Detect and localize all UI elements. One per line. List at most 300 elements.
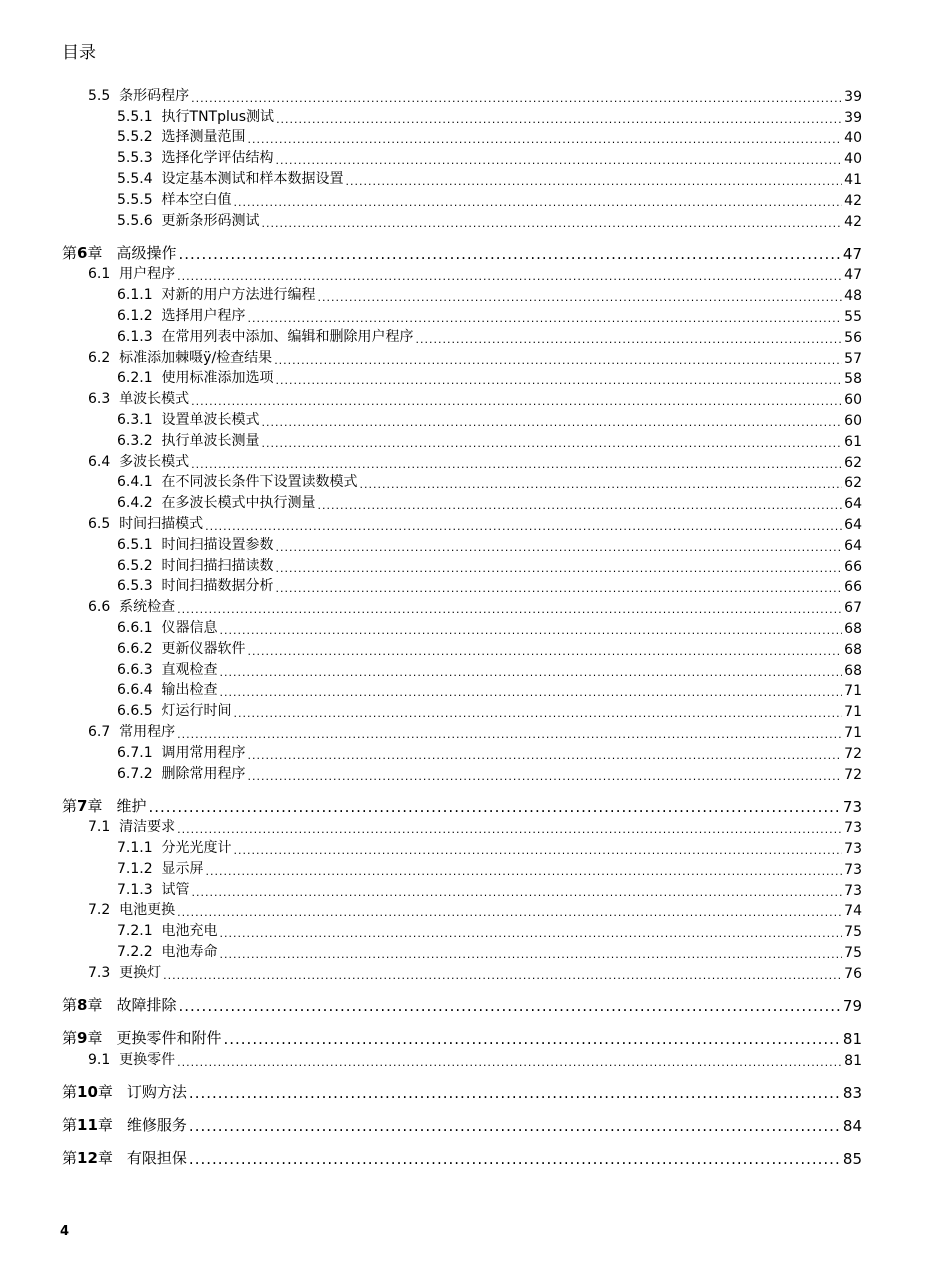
- toc-entry-label: [117, 700, 232, 720]
- toc-entry-label: [117, 367, 274, 387]
- toc-page-number: 73: [844, 820, 862, 837]
- dot-leader: [163, 969, 842, 982]
- toc-entry-label: [117, 189, 232, 209]
- toc-page-number: 66: [844, 558, 862, 575]
- toc-entry-label: [88, 1049, 175, 1069]
- toc-page-number: 60: [844, 412, 862, 429]
- toc-page-number: 68: [844, 620, 862, 637]
- section-number: 7.1.2: [117, 860, 153, 877]
- dot-leader: [177, 823, 842, 836]
- toc-page-number: 64: [844, 496, 862, 513]
- section-number: 6.1: [88, 266, 111, 283]
- toc-section-entry[interactable]: [62, 699, 862, 720]
- dot-leader: [191, 395, 842, 408]
- toc-section-entry[interactable]: [62, 325, 862, 346]
- chapter-prefix: 第: [62, 995, 78, 1014]
- section-number: 6.1.3: [117, 328, 153, 345]
- dot-leader: [177, 906, 842, 919]
- toc-section-entry[interactable]: [62, 346, 862, 367]
- section-number: 6.6.4: [117, 682, 153, 699]
- section-number: 6.5.2: [117, 557, 153, 574]
- dot-leader: [318, 291, 843, 304]
- toc-entry-label: [88, 85, 189, 105]
- toc-page-number: 41: [844, 171, 862, 188]
- toc-page-number: 68: [844, 662, 862, 679]
- toc-entry-label: [117, 492, 316, 512]
- dot-leader: [206, 865, 843, 878]
- toc-entry-label: [117, 742, 246, 762]
- dot-leader: [248, 770, 843, 783]
- section-number: 6.4.2: [117, 495, 153, 512]
- toc-section-entry[interactable]: [62, 84, 862, 105]
- toc-entry-title: 维护: [116, 796, 147, 815]
- toc-entry-title: 电池充电: [161, 923, 218, 940]
- toc-page-number: 64: [844, 516, 862, 533]
- toc-entry-title: 输出检查: [161, 682, 218, 699]
- toc-entry-title: 设置单波长模式: [161, 411, 260, 428]
- toc-entry-label: [117, 305, 246, 325]
- toc-entry-label: [117, 147, 274, 167]
- chapter-number: [62, 1149, 113, 1167]
- section-number: 6.1.2: [117, 307, 153, 324]
- section-number: 5.5.5: [117, 191, 153, 208]
- dot-leader: [220, 624, 843, 637]
- toc-section-entry[interactable]: [62, 126, 862, 147]
- dot-leader: [346, 175, 843, 188]
- section-number: 6.5.3: [117, 578, 153, 595]
- section-number: 7.3: [88, 964, 111, 981]
- toc-page-number: 84: [842, 1116, 862, 1135]
- section-number: 5.5.4: [117, 170, 153, 187]
- toc-entry-label: [117, 920, 218, 940]
- toc-section-entry[interactable]: [62, 167, 862, 188]
- toc-section-entry[interactable]: [62, 857, 862, 878]
- dot-leader: [360, 478, 843, 491]
- dot-leader: [276, 541, 843, 554]
- section-number: 5.5.1: [117, 108, 153, 125]
- toc-entry-label: [62, 795, 146, 816]
- chapter-digit: 8: [77, 995, 88, 1014]
- toc-page-number: 73: [842, 797, 862, 816]
- dot-leader: [178, 245, 840, 263]
- toc-page-number: 47: [842, 244, 862, 263]
- dot-leader: [416, 333, 843, 346]
- toc-entry-title: 更换灯: [119, 964, 162, 981]
- toc-page-number: 71: [844, 724, 862, 741]
- toc-entry-label: [117, 837, 232, 857]
- toc-entry-label: [117, 617, 218, 637]
- dot-leader: [177, 603, 842, 616]
- dot-leader: [177, 728, 842, 741]
- toc-entry-title: 时间扫描数据分析: [161, 578, 274, 595]
- toc-section-entry[interactable]: [62, 741, 862, 762]
- toc-entry-title: 在不同波长条件下设置读数模式: [161, 474, 358, 491]
- toc-entry-label: [117, 409, 260, 429]
- section-number: 6.5.1: [117, 536, 153, 553]
- toc-section-entry[interactable]: [62, 512, 862, 533]
- toc-section-entry[interactable]: [62, 533, 862, 554]
- toc-entry-title: 时间扫描扫描读数: [161, 557, 274, 574]
- toc-section-entry[interactable]: [62, 491, 862, 512]
- toc-page-number: 75: [844, 924, 862, 941]
- chapter-number: [62, 244, 102, 262]
- toc-chapter-entry[interactable]: [62, 1135, 862, 1168]
- toc-page-number: 76: [844, 965, 862, 982]
- toc-page-number: 64: [844, 537, 862, 554]
- toc-chapter-entry[interactable]: [62, 1015, 862, 1048]
- dot-leader: [192, 886, 843, 899]
- toc-section-entry[interactable]: [62, 720, 862, 741]
- toc-section-entry[interactable]: [62, 554, 862, 575]
- dot-leader: [220, 927, 843, 940]
- toc-section-entry[interactable]: [62, 762, 862, 783]
- toc-section-entry[interactable]: [62, 408, 862, 429]
- chapter-suffix: 章: [87, 796, 103, 815]
- toc-page-number: 48: [844, 288, 862, 305]
- toc-page-number: 57: [844, 350, 862, 367]
- section-number: 7.1: [88, 819, 111, 836]
- section-number: 7.2.1: [117, 923, 153, 940]
- chapter-suffix: 章: [87, 243, 103, 262]
- chapter-digit: 6: [77, 243, 88, 262]
- table-of-contents: [62, 84, 862, 1168]
- dot-leader: [234, 844, 843, 857]
- chapter-digit: 9: [77, 1028, 88, 1047]
- toc-section-entry[interactable]: [62, 263, 862, 284]
- toc-section-entry[interactable]: [62, 471, 862, 492]
- dot-leader: [276, 582, 843, 595]
- section-number: 6.7.2: [117, 765, 153, 782]
- toc-entry-label: [117, 763, 246, 783]
- toc-page-number: 83: [842, 1083, 862, 1102]
- toc-entry-label: [88, 347, 272, 367]
- toc-entry-title: 在常用列表中添加、编辑和删除用户程序: [161, 328, 414, 345]
- toc-entry-label: [62, 994, 176, 1015]
- toc-entry-title: 调用常用程序: [161, 744, 246, 761]
- toc-entry-label: [62, 1027, 221, 1048]
- chapter-prefix: 第: [62, 1148, 78, 1167]
- toc-section-entry[interactable]: [62, 367, 862, 388]
- toc-entry-label: [117, 210, 260, 230]
- section-number: 6.2.1: [117, 370, 153, 387]
- toc-page-number: 42: [844, 213, 862, 230]
- toc-page-number: 74: [844, 903, 862, 920]
- chapter-prefix: 第: [62, 1115, 78, 1134]
- toc-entry-title: 更新条形码测试: [161, 212, 260, 229]
- toc-page-number: 81: [844, 1052, 862, 1069]
- toc-page-number: 40: [844, 130, 862, 147]
- dot-leader: [276, 374, 843, 387]
- toc-page-number: 72: [844, 766, 862, 783]
- toc-page-number: 40: [844, 151, 862, 168]
- toc-entry-title: 灯运行时间: [161, 703, 232, 720]
- toc-page-number: 73: [844, 861, 862, 878]
- dot-leader: [276, 113, 842, 126]
- section-number: 5.5: [88, 87, 111, 104]
- chapter-number: [62, 1029, 102, 1047]
- dot-leader: [248, 749, 843, 762]
- toc-section-entry[interactable]: [62, 836, 862, 857]
- toc-entry-title: 时间扫描设置参数: [161, 536, 274, 553]
- toc-page-number: 67: [844, 600, 862, 617]
- toc-section-entry[interactable]: [62, 188, 862, 209]
- section-number: 9.1: [88, 1051, 111, 1068]
- dot-leader: [248, 133, 843, 146]
- toc-page-number: 79: [842, 996, 862, 1015]
- dot-leader: [223, 1030, 840, 1048]
- toc-entry-label: [117, 168, 344, 188]
- dot-leader: [274, 354, 842, 367]
- chapter-prefix: 第: [62, 1028, 78, 1047]
- section-number: 6.6.1: [117, 619, 153, 636]
- page-header: 目录: [62, 43, 96, 63]
- section-number: 6.3.1: [117, 411, 153, 428]
- toc-section-entry[interactable]: [62, 961, 862, 982]
- toc-page-number: 68: [844, 641, 862, 658]
- toc-entry-title: 仪器信息: [161, 619, 218, 636]
- toc-entry-title: 试管: [161, 881, 190, 898]
- toc-entry-title: 更新仪器软件: [161, 640, 246, 657]
- dot-leader: [191, 92, 842, 105]
- toc-page-number: 73: [844, 841, 862, 858]
- toc-chapter-entry[interactable]: [62, 1102, 862, 1135]
- dot-leader: [220, 686, 843, 699]
- toc-section-entry[interactable]: [62, 899, 862, 920]
- toc-entry-title: 分光光度计: [161, 840, 232, 857]
- section-number: 7.1.1: [117, 840, 153, 857]
- toc-entry-label: [117, 941, 218, 961]
- dot-leader: [189, 1117, 841, 1135]
- toc-entry-label: [117, 326, 414, 346]
- toc-chapter-entry[interactable]: [62, 230, 862, 263]
- toc-section-entry[interactable]: [62, 816, 862, 837]
- dot-leader: [189, 1150, 841, 1168]
- toc-section-entry[interactable]: [62, 450, 862, 471]
- toc-entry-title: 选择测量范围: [161, 129, 246, 146]
- toc-entry-label: [88, 388, 189, 408]
- section-number: 6.6: [88, 599, 111, 616]
- chapter-suffix: 章: [87, 995, 103, 1014]
- toc-entry-label: [88, 962, 161, 982]
- toc-entry-label: [117, 638, 246, 658]
- toc-entry-title: 选择化学评估结构: [161, 150, 274, 167]
- toc-entry-title: 订购方法: [126, 1082, 187, 1101]
- toc-entry-title: 用户程序: [119, 266, 176, 283]
- toc-entry-label: [117, 430, 260, 450]
- toc-entry-label: [117, 534, 274, 554]
- toc-entry-title: 在多波长模式中执行测量: [161, 495, 316, 512]
- section-number: 7.2.2: [117, 944, 153, 961]
- toc-page-number: 73: [844, 882, 862, 899]
- toc-chapter-entry[interactable]: [62, 1069, 862, 1102]
- toc-entry-label: [62, 1081, 187, 1102]
- toc-entry-label: [62, 242, 176, 263]
- chapter-digit: 7: [77, 796, 88, 815]
- toc-entry-title: 维修服务: [126, 1115, 187, 1134]
- toc-page-number: 72: [844, 745, 862, 762]
- toc-section-entry[interactable]: [62, 616, 862, 637]
- toc-entry-label: [88, 899, 175, 919]
- toc-section-entry[interactable]: [62, 429, 862, 450]
- dot-leader: [220, 948, 843, 961]
- toc-section-entry[interactable]: [62, 679, 862, 700]
- dot-leader: [220, 666, 843, 679]
- chapter-number: [62, 797, 102, 815]
- toc-entry-label: [117, 575, 274, 595]
- toc-page-number: 56: [844, 329, 862, 346]
- chapter-number: [62, 1116, 113, 1134]
- toc-entry-label: [88, 513, 203, 533]
- chapter-prefix: 第: [62, 243, 78, 262]
- section-number: 6.7: [88, 723, 111, 740]
- toc-entry-title: 电池更换: [119, 902, 176, 919]
- section-number: 6.6.5: [117, 703, 153, 720]
- toc-section-entry[interactable]: [62, 105, 862, 126]
- toc-page-number: 62: [844, 454, 862, 471]
- toc-entry-label: [117, 858, 204, 878]
- toc-entry-title: 多波长模式: [119, 453, 190, 470]
- toc-entry-label: [117, 284, 316, 304]
- dot-leader: [262, 217, 843, 230]
- chapter-suffix: 章: [87, 1028, 103, 1047]
- section-number: 6.7.1: [117, 744, 153, 761]
- toc-entry-title: 更换零件和附件: [116, 1028, 222, 1047]
- toc-page-number: 81: [842, 1029, 862, 1048]
- chapter-digit: 12: [77, 1148, 98, 1167]
- dot-leader: [177, 1056, 842, 1069]
- toc-page-number: 55: [844, 308, 862, 325]
- toc-page-number: 71: [844, 704, 862, 721]
- toc-section-entry[interactable]: [62, 878, 862, 899]
- section-number: 5.5.6: [117, 212, 153, 229]
- dot-leader: [318, 499, 843, 512]
- toc-entry-label: [62, 1114, 187, 1135]
- chapter-suffix: 章: [97, 1082, 113, 1101]
- toc-page-number: 85: [842, 1149, 862, 1168]
- section-number: 7.1.3: [117, 881, 153, 898]
- toc-entry-label: [117, 679, 218, 699]
- toc-entry-title: 显示屏: [161, 860, 204, 877]
- toc-page-number: 66: [844, 579, 862, 596]
- dot-leader: [276, 562, 843, 575]
- toc-entry-title: 系统检查: [119, 599, 176, 616]
- toc-section-entry[interactable]: [62, 919, 862, 940]
- dot-leader: [234, 707, 843, 720]
- toc-section-entry[interactable]: [62, 304, 862, 325]
- dot-leader: [248, 312, 843, 325]
- toc-entry-title: 故障排除: [116, 995, 177, 1014]
- toc-section-entry[interactable]: [62, 1048, 862, 1069]
- toc-section-entry[interactable]: [62, 146, 862, 167]
- toc-entry-label: [117, 879, 190, 899]
- toc-entry-title: 对新的用户方法进行编程: [161, 287, 316, 304]
- dot-leader: [248, 645, 843, 658]
- toc-page-number: 39: [844, 109, 862, 126]
- toc-entry-title: 条形码程序: [119, 87, 190, 104]
- toc-entry-label: [117, 471, 358, 491]
- toc-page-number: 39: [844, 88, 862, 105]
- dot-leader: [262, 437, 843, 450]
- toc-entry-title: 设定基本测试和样本数据设置: [161, 170, 344, 187]
- toc-page-number: 61: [844, 433, 862, 450]
- toc-chapter-entry[interactable]: [62, 982, 862, 1015]
- toc-entry-title: 更换零件: [119, 1051, 176, 1068]
- toc-entry-title: 有限担保: [126, 1148, 187, 1167]
- section-number: 6.1.1: [117, 287, 153, 304]
- section-number: 6.4: [88, 453, 111, 470]
- toc-entry-label: [88, 451, 189, 471]
- toc-entry-label: [62, 1147, 187, 1168]
- toc-page-number: 75: [844, 945, 862, 962]
- dot-leader: [189, 1084, 841, 1102]
- section-number: 6.5: [88, 515, 111, 532]
- page-number: 4: [60, 1224, 70, 1239]
- toc-entry-label: [117, 659, 218, 679]
- toc-entry-title: 执行TNTplus测试: [161, 108, 275, 125]
- dot-leader: [191, 458, 842, 471]
- toc-entry-label: [117, 106, 274, 126]
- toc-chapter-entry[interactable]: [62, 783, 862, 816]
- toc-section-entry[interactable]: [62, 575, 862, 596]
- toc-entry-title: 执行单波长测量: [161, 432, 260, 449]
- toc-section-entry[interactable]: [62, 637, 862, 658]
- section-number: 6.6.3: [117, 661, 153, 678]
- toc-section-entry[interactable]: [62, 940, 862, 961]
- toc-section-entry[interactable]: [62, 658, 862, 679]
- toc-entry-label: [88, 721, 175, 741]
- toc-page-number: 62: [844, 475, 862, 492]
- toc-entry-label: [117, 555, 274, 575]
- toc-entry-title: 时间扫描模式: [119, 515, 204, 532]
- toc-entry-title: 单波长模式: [119, 391, 190, 408]
- dot-leader: [148, 798, 840, 816]
- chapter-number: [62, 1083, 113, 1101]
- dot-leader: [178, 997, 840, 1015]
- section-number: 7.2: [88, 902, 111, 919]
- toc-entry-label: [88, 263, 175, 283]
- toc-section-entry[interactable]: [62, 595, 862, 616]
- toc-page-number: 71: [844, 683, 862, 700]
- toc-entry-title: 常用程序: [119, 723, 176, 740]
- toc-entry-title: 删除常用程序: [161, 765, 246, 782]
- dot-leader: [234, 196, 843, 209]
- chapter-suffix: 章: [97, 1115, 113, 1134]
- chapter-prefix: 第: [62, 1082, 78, 1101]
- chapter-suffix: 章: [97, 1148, 113, 1167]
- toc-entry-title: 清洁要求: [119, 819, 176, 836]
- toc-section-entry[interactable]: [62, 387, 862, 408]
- toc-entry-label: [88, 816, 175, 836]
- dot-leader: [276, 154, 843, 167]
- toc-page-number: 60: [844, 392, 862, 409]
- toc-section-entry[interactable]: [62, 283, 862, 304]
- section-number: 6.3: [88, 391, 111, 408]
- chapter-prefix: 第: [62, 796, 78, 815]
- toc-entry-title: 选择用户程序: [161, 307, 246, 324]
- toc-entry-title: 直观检查: [161, 661, 218, 678]
- chapter-digit: 10: [77, 1082, 98, 1101]
- toc-section-entry[interactable]: [62, 209, 862, 230]
- section-number: 6.4.1: [117, 474, 153, 491]
- toc-entry-title: 使用标准添加选项: [161, 370, 274, 387]
- chapter-digit: 11: [77, 1115, 98, 1134]
- chapter-number: [62, 996, 102, 1014]
- toc-entry-title: 标准添加棘嗫ÿ/检查结果: [119, 349, 273, 366]
- toc-entry-title: 高级操作: [116, 243, 177, 262]
- dot-leader: [262, 416, 843, 429]
- toc-page-number: 47: [844, 267, 862, 284]
- section-number: 6.3.2: [117, 432, 153, 449]
